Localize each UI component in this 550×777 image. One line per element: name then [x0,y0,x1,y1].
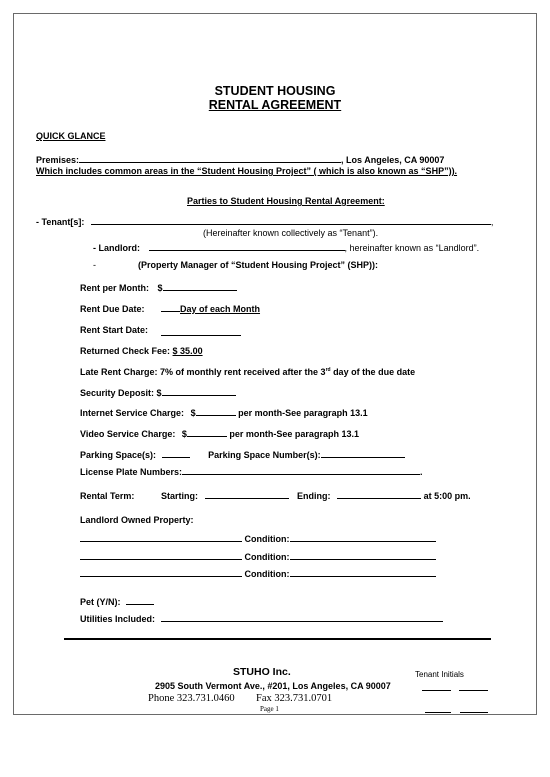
video-charge-label: Video Service Charge: [80,429,176,439]
utilities-row [80,614,443,624]
internet-charge-suffix: per month-See paragraph 13.1 [238,408,368,418]
security-deposit-label: Security Deposit: [80,388,155,398]
manager-dash: - [93,260,96,270]
rental-term-starting-label: Starting: [161,491,198,501]
rent-due-date-label: Rent Due Date: [80,304,145,314]
rent-start-date-blank[interactable] [161,335,241,336]
landlord-suffix: , hereinafter known as “Landlord”. [344,243,480,253]
property-condition-label: Condition: [244,569,290,579]
video-charge-suffix: per month-See paragraph 13.1 [229,429,359,439]
footer-address: 2905 South Vermont Ave., #201, Los Angeles, CA 90007 [155,681,391,691]
premises-label: Premises: [36,155,80,165]
tenants-blank[interactable] [91,224,491,225]
rent-due-date-value: Day of each Month [180,304,261,314]
initials-line[interactable] [422,690,451,691]
rental-term-row [161,491,471,501]
property-condition-blank[interactable] [290,576,436,577]
rent-due-date-blank[interactable] [161,311,180,312]
footer-page-number: Page 1 [260,705,279,713]
pet-label: Pet (Y/N): [80,597,121,607]
property-condition-label: Condition: [244,552,290,562]
returned-check-fee-value: $ 35.00 [172,346,203,356]
parking-row [80,450,405,460]
returned-check-fee-label: Returned Check Fee: [80,346,171,356]
initials-line[interactable] [425,712,451,713]
property-item-blank[interactable] [80,559,242,560]
document-page [13,13,537,715]
footer-tenant-initials: Tenant Initials [415,670,464,679]
property-item-blank[interactable] [80,576,242,577]
rent-per-month-row [80,283,237,293]
document-title-line2-text: RENTAL AGREEMENT [208,98,342,112]
property-item-blank[interactable] [80,541,242,542]
internet-charge-currency: $ [190,408,196,418]
landlord-property-label: Landlord Owned Property: [80,515,194,525]
manager-text: (Property Manager of “Student Housing Project” (SHP)): [138,260,379,270]
license-label: License Plate Numbers: [80,467,183,477]
internet-charge-blank[interactable] [196,415,236,416]
rent-per-month-blank[interactable] [163,290,237,291]
rent-due-date-value-wrap [161,304,260,314]
rent-start-date-label: Rent Start Date: [80,325,149,335]
rent-per-month-currency: $ [157,283,163,293]
license-row [80,467,423,477]
returned-check-fee-row [80,346,203,356]
landlord-label: - Landlord: [93,243,140,253]
utilities-label: Utilities Included: [80,614,156,624]
late-rent-sup: rd [325,367,331,373]
video-charge-currency: $ [181,429,187,439]
internet-charge-row [80,408,368,418]
tenants-note: (Hereinafter known collectively as “Tenant”). [203,228,379,238]
tenants-end: , [490,217,494,227]
property-condition-blank[interactable] [290,541,436,542]
initials-line[interactable] [459,690,488,691]
utilities-blank[interactable] [161,621,443,622]
license-end: . [420,467,423,477]
parties-heading: Parties to Student Housing Rental Agreement: [187,196,385,206]
tenants-row [36,217,493,227]
internet-charge-label: Internet Service Charge: [80,408,185,418]
video-charge-blank[interactable] [187,436,227,437]
premises-common-areas: Which includes common areas in the “Student Housing Project” ( which is also known as “SHP”)). [36,166,458,176]
parking-numbers-blank[interactable] [321,457,405,458]
pet-blank[interactable] [126,604,154,605]
initials-line[interactable] [460,712,488,713]
footer-fax: Fax 323.731.0701 [256,693,333,704]
property-condition-label: Condition: [244,534,290,544]
security-deposit-currency: $ [156,388,162,398]
footer-phone: Phone 323.731.0460 [148,693,235,704]
rental-term-starting-blank[interactable] [205,498,289,499]
premises-suffix: , Los Angeles, CA 90007 [341,155,445,165]
rental-term-time: at 5:00 pm. [423,491,471,501]
landlord-blank[interactable] [149,250,345,251]
property-condition-blank[interactable] [290,559,436,560]
document-title-line2 [14,98,536,112]
late-rent-text-b: day of the due date [330,367,416,377]
pet-row [80,597,154,607]
parking-spaces-label: Parking Space(s): [80,450,157,460]
late-rent-charge [80,367,415,377]
security-deposit-row [80,388,236,398]
property-row-3 [80,569,436,579]
footer-company: STUHO Inc. [233,666,291,678]
quick-glance-heading: QUICK GLANCE [36,131,106,141]
rental-term-ending-label: Ending: [297,491,331,501]
property-row-1 [80,534,436,544]
landlord-row [93,243,479,253]
rental-term-ending-blank[interactable] [337,498,421,499]
parking-spaces-blank[interactable] [162,457,190,458]
property-row-2 [80,552,436,562]
footer-divider [64,638,491,640]
parking-numbers-label: Parking Space Number(s): [208,450,321,460]
late-rent-text-a: Late Rent Charge: 7% of monthly rent received after the 3 [80,367,326,377]
rental-term-label: Rental Term: [80,491,135,501]
premises-row [36,155,444,165]
license-blank[interactable] [182,474,420,475]
tenants-label: - Tenant[s]: [36,217,85,227]
security-deposit-blank[interactable] [162,395,236,396]
premises-blank[interactable] [79,162,341,163]
rent-per-month-label: Rent per Month: [80,283,149,293]
video-charge-row [80,429,359,439]
document-title-line1: STUDENT HOUSING [214,84,336,98]
